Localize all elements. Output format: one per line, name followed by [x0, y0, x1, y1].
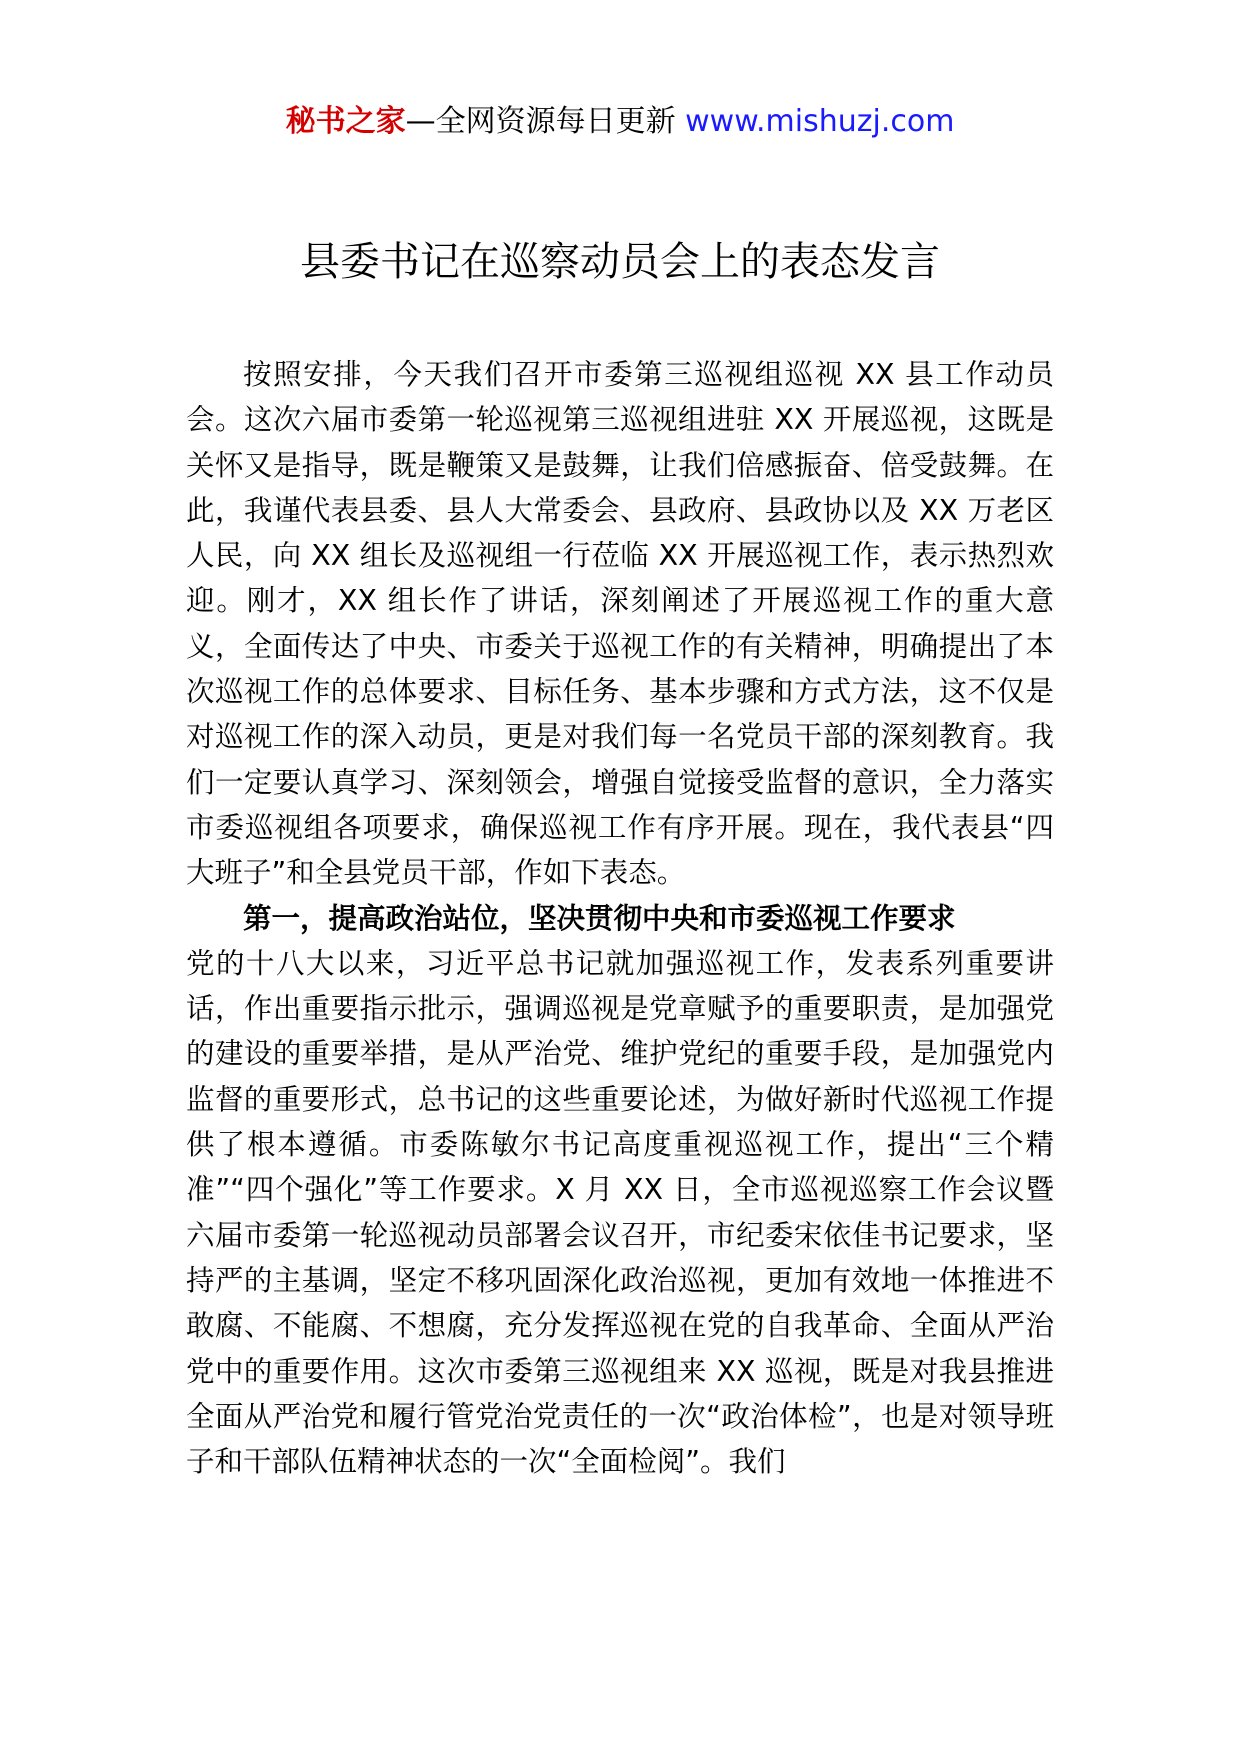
section-heading: 第一，提高政治站位，坚决贯彻中央和市委巡视工作要求	[243, 901, 956, 935]
site-slogan: 全网资源每日更新	[435, 104, 676, 139]
site-url-link[interactable]: www.mishuzj.com	[685, 104, 955, 139]
site-header	[0, 100, 1240, 144]
header-separator: —	[405, 104, 436, 139]
intro-paragraph: 按照安排，今天我们召开市委第三巡视组巡视 XX 县工作动员会。这次六届市委第一轮巡视第三巡视组进驻 XX 开展巡视，这既是关怀又是指导，既是鞭策又是鼓舞，让我们倍感振奋、倍受鼓舞。在此，我谨代表县委、县人大常委会、县政府、县政协以及 XX 万老区人民，向 XX 组长及巡视组一行莅临 XX 开展巡视工作，表示热烈欢迎。刚才，XX 组长作了讲话，深刻阐述了开展巡视工作的重大意义，全面传达了中央、市委关于巡视工作的有关精神，明确提出了本次巡视工作的总体要求、目标任务、基本步骤和方式方法，这不仅是对巡视工作的深入动员，更是对我们每一名党员干部的深刻教育。我们一定要认真学习、深刻领会，增强自觉接受监督的意识，全力落实市委巡视组各项要求，确保巡视工作有序开展。现在，我代表县“四大班子”和全县党员干部，作如下表态。	[186, 358, 1054, 890]
document-body	[186, 352, 1054, 1484]
section-paragraph: 党的十八大以来，习近平总书记就加强巡视工作，发表系列重要讲话，作出重要指示批示，强调巡视是党章赋予的重要职责，是加强党的建设的重要举措，是从严治党、维护党纪的重要手段，是加强党内监督的重要形式，总书记的这些重要论述，为做好新时代巡视工作提供了根本遵循。市委陈敏尔书记高度重视巡视工作，提出“三个精准”“四个强化”等工作要求。X 月 XX 日，全市巡视巡察工作会议暨六届市委第一轮巡视动员部署会议召开，市纪委宋依佳书记要求，坚持严的主基调，坚定不移巩固深化政治巡视，更加有效地一体推进不敢腐、不能腐、不想腐，充分发挥巡视在党的自我革命、全面从严治党中的重要作用。这次市委第三巡视组来 XX 巡视，既是对我县推进全面从严治党和履行管党治党责任的一次“政治体检”，也是对领导班子和干部队伍精神状态的一次“全面检阅”。我们	[186, 946, 1054, 1479]
document-title: 县委书记在巡察动员会上的表态发言	[300, 239, 940, 285]
site-brand: 秘书之家	[285, 104, 406, 139]
